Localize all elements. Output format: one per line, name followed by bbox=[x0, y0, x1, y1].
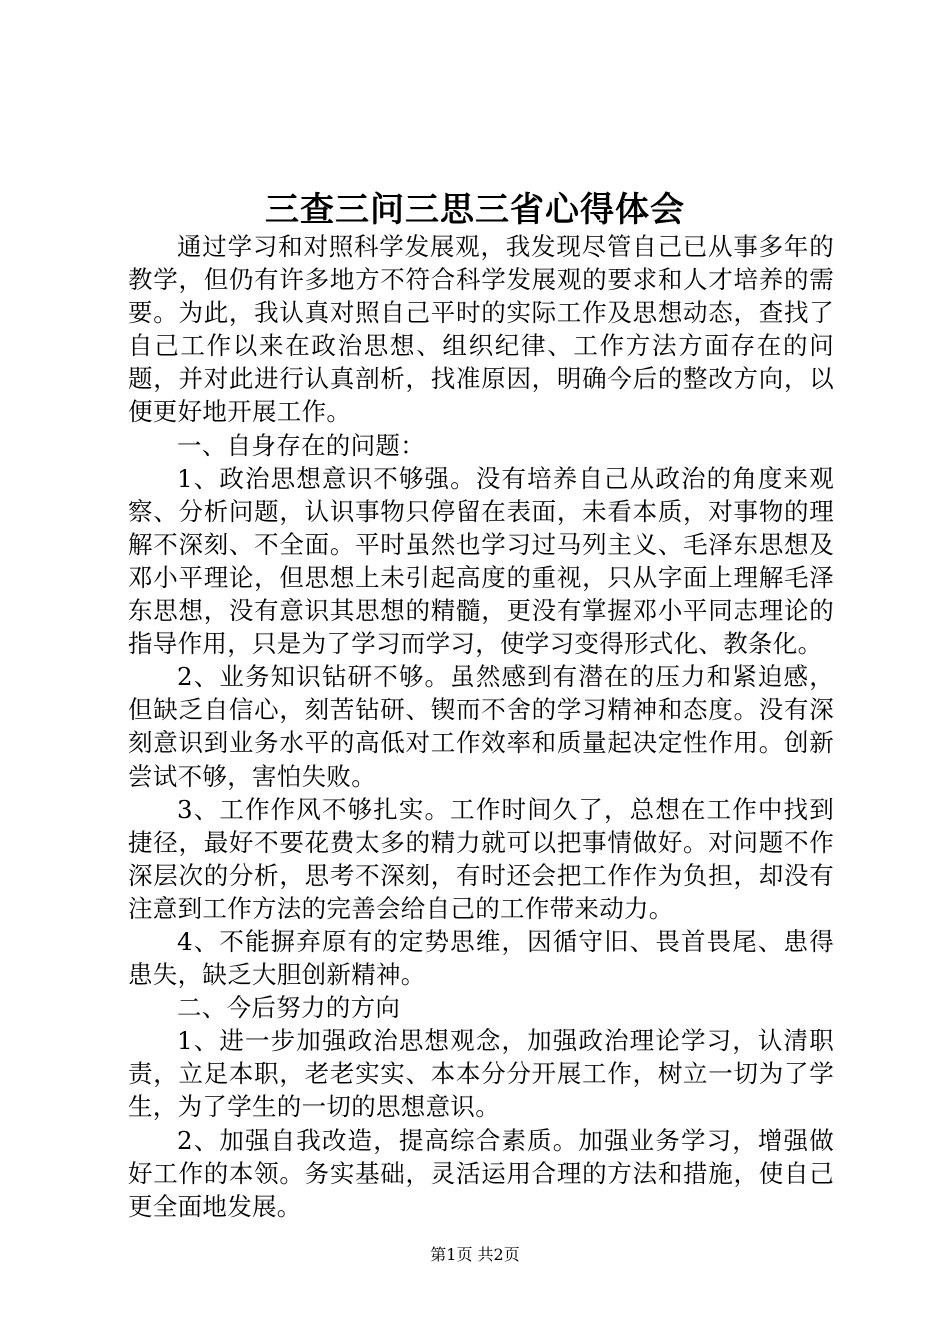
section-heading-direction: 二、今后努力的方向 bbox=[177, 993, 401, 1023]
problem-item-3: 3、工作作风不够扎实。工作时间久了，总想在工作中找到捷径，最好不要花费太多的精力就可以把事情做好。对问题不作深层次的分析，思考不深刻，有时还会把工作作为负担，却没有注意到工作方法的完善会给自己的工作带来动力。 bbox=[128, 794, 834, 923]
direction-item-2: 2、加强自我改造，提高综合素质。加强业务学习，增强做好工作的本领。务实基础，灵活运用合理的方法和措施，使自己更全面地发展。 bbox=[128, 1125, 834, 1221]
problem-item-2: 2、业务知识钻研不够。虽然感到有潜在的压力和紧迫感，但缺乏自信心，刻苦钻研、锲而不舍的学习精神和态度。没有深刻意识到业务水平的高低对工作效率和质量起决定性作用。创新尝试不够，害怕失败。 bbox=[128, 662, 834, 791]
section-heading-problems: 一、自身存在的问题： bbox=[177, 430, 425, 460]
intro-paragraph: 通过学习和对照科学发展观，我发现尽管自己已从事多年的教学，但仍有许多地方不符合科学发展观的要求和人才培养的需要。为此，我认真对照自己平时的实际工作及思想动态，查找了自己工作以来在政治思想、组织纪律、工作方法方面存在的问题，并对此进行认真剖析，找准原因，明确今后的整改方向，以便更好地开展工作。 bbox=[128, 232, 834, 427]
page-footer: 第1页 共2页 bbox=[430, 1245, 520, 1264]
document-body bbox=[128, 230, 834, 1223]
document-title: 三查三问三思三省心得体会 bbox=[265, 190, 685, 230]
direction-item-1: 1、进一步加强政治思想观念，加强政治理论学习，认清职责，立足本职，老老实实、本本分分开展工作，树立一切为了学生，为了学生的一切的思想意识。 bbox=[128, 1026, 834, 1122]
problem-item-1: 1、政治思想意识不够强。没有培养自己从政治的角度来观察、分析问题，认识事物只停留在表面，未看本质，对事物的理解不深刻、不全面。平时虽然也学习过马列主义、毛泽东思想及邓小平理论，但思想上未引起高度的重视，只从字面上理解毛泽东思想，没有意识其思想的精髓，更没有掌握邓小平同志理论的指导作用，只是为了学习而学习，使学习变得形式化、教条化。 bbox=[128, 463, 834, 659]
problem-item-4: 4、不能摒弃原有的定势思维，因循守旧、畏首畏尾、患得患失，缺乏大胆创新精神。 bbox=[128, 926, 834, 990]
